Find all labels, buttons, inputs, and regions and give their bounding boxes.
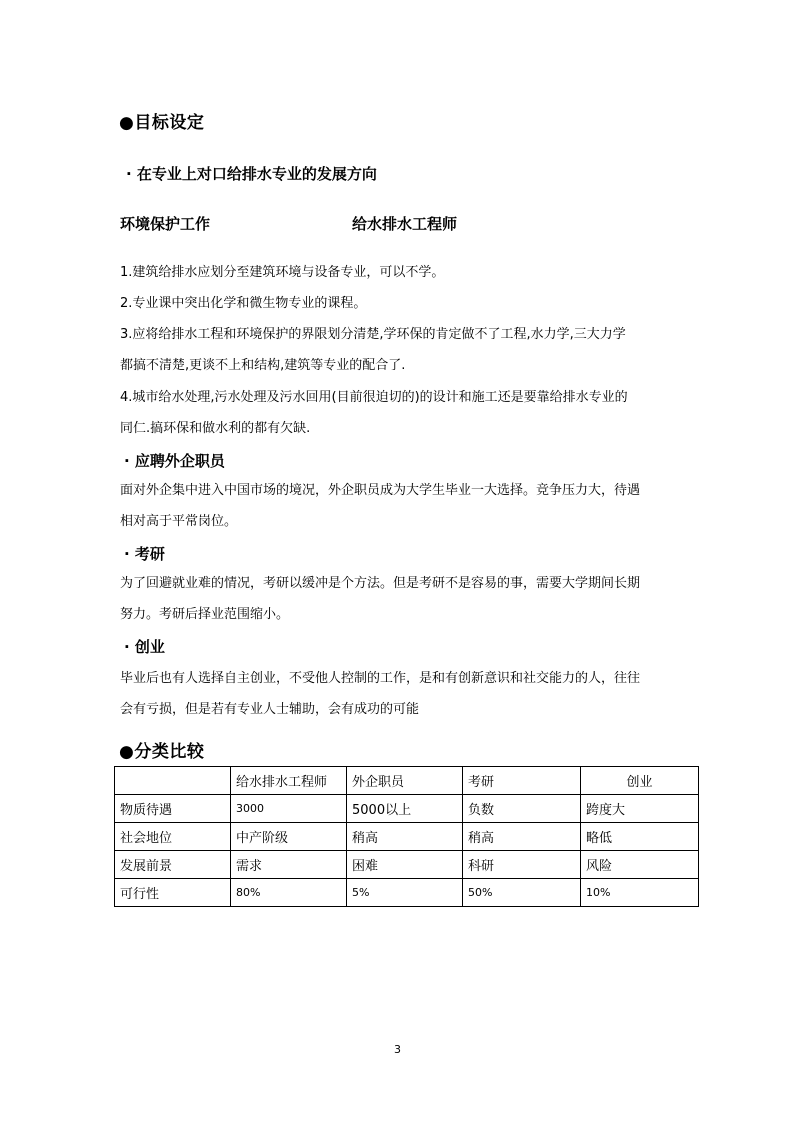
table-cell: 物质待遇 xyxy=(115,795,231,823)
table-row xyxy=(115,823,699,851)
direction-item: 3.应将给排水工程和环境保护的界限划分清楚,学环保的肯定做不了工程,水力学,三大力学 xyxy=(120,327,626,342)
exam-heading: · 考研 xyxy=(124,545,165,563)
table-cell: 社会地位 xyxy=(115,823,231,851)
table-cell: 需求 xyxy=(231,851,347,879)
table-cell: 可行性 xyxy=(115,879,231,907)
table-cell: 50% xyxy=(463,879,581,907)
direction-heading: · 在专业上对口给排水专业的发展方向 xyxy=(126,165,377,183)
table-header-cell: 给水排水工程师 xyxy=(231,767,347,795)
table-cell: 困难 xyxy=(347,851,463,879)
table-header-cell: 外企职员 xyxy=(347,767,463,795)
table-cell: 科研 xyxy=(463,851,581,879)
direction-item: 都搞不清楚,更谈不上和结构,建筑等专业的配合了. xyxy=(120,358,406,373)
direction-item: 2.专业课中突出化学和微生物专业的课程。 xyxy=(120,296,367,311)
table-row xyxy=(115,879,699,907)
startup-line: 毕业后也有人选择自主创业，不受他人控制的工作，是和有创新意识和社交能力的人，往往 xyxy=(120,671,641,686)
table-cell: 80% xyxy=(231,879,347,907)
direction-item: 同仁.搞环保和做水利的都有欠缺. xyxy=(120,421,311,436)
table-cell: 5% xyxy=(347,879,463,907)
foreign-line: 面对外企集中进入中国市场的境况，外企职员成为大学生毕业一大选择。竞争压力大，待遇 xyxy=(120,483,641,498)
table-header-cell xyxy=(115,767,231,795)
direction-item: 4.城市给水处理,污水处理及污水回用(目前很迫切的)的设计和施工还是要靠给排水专业的 xyxy=(120,390,628,405)
foreign-heading: · 应聘外企职员 xyxy=(124,452,225,470)
table-cell: 跨度大 xyxy=(581,795,699,823)
table-row xyxy=(115,851,699,879)
table-row xyxy=(115,795,699,823)
exam-line: 为了回避就业难的情况，考研以缓冲是个方法。但是考研不是容易的事，需要大学期间长期 xyxy=(120,576,641,591)
table-header-row xyxy=(115,767,699,795)
table-header-cell: 创业 xyxy=(581,767,699,795)
table-cell: 风险 xyxy=(581,851,699,879)
direction-left-label: 环境保护工作 xyxy=(120,215,211,233)
table-cell: 中产阶级 xyxy=(231,823,347,851)
section-title-compare: ●分类比较 xyxy=(119,742,205,762)
exam-line: 努力。考研后择业范围缩小。 xyxy=(120,607,290,622)
table-cell: 稍高 xyxy=(463,823,581,851)
comparison-table xyxy=(114,766,699,907)
startup-heading: · 创业 xyxy=(124,638,165,656)
table-cell: 5000以上 xyxy=(347,795,463,823)
table-cell: 略低 xyxy=(581,823,699,851)
direction-right-label: 给水排水工程师 xyxy=(352,215,458,233)
table-header-cell: 考研 xyxy=(463,767,581,795)
table-cell: 稍高 xyxy=(347,823,463,851)
table-cell: 负数 xyxy=(463,795,581,823)
foreign-line: 相对高于平常岗位。 xyxy=(120,514,238,529)
direction-item: 1.建筑给排水应划分至建筑环境与设备专业，可以不学。 xyxy=(120,265,445,280)
startup-line: 会有亏损，但是若有专业人士辅助，会有成功的可能 xyxy=(120,702,420,717)
page-number: 3 xyxy=(394,1043,401,1056)
table-cell: 发展前景 xyxy=(115,851,231,879)
table-cell: 10% xyxy=(581,879,699,907)
section-title-goal: ●目标设定 xyxy=(119,113,205,133)
table-cell: 3000 xyxy=(231,795,347,823)
